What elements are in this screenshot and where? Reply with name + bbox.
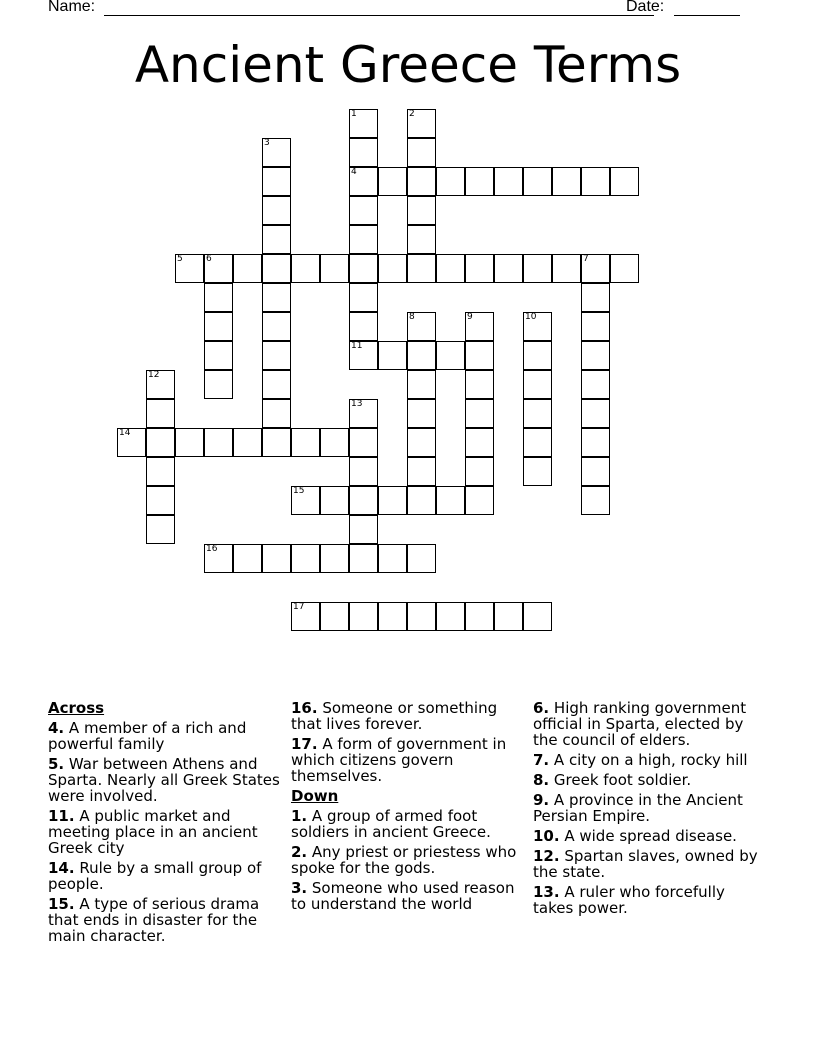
grid-cell[interactable] <box>465 312 494 341</box>
grid-cell[interactable] <box>581 167 610 196</box>
grid-cell[interactable] <box>320 428 349 457</box>
grid-cell[interactable] <box>204 254 233 283</box>
grid-cell[interactable] <box>436 341 465 370</box>
grid-cell[interactable] <box>204 341 233 370</box>
clue-text: Rule by a small group of people. <box>48 859 262 893</box>
clue-text: A province in the Ancient Persian Empire. <box>533 791 743 825</box>
grid-cell[interactable] <box>581 457 610 486</box>
grid-cell[interactable] <box>291 428 320 457</box>
grid-cell[interactable] <box>320 254 349 283</box>
grid-cell[interactable] <box>146 486 175 515</box>
grid-cell[interactable] <box>262 399 291 428</box>
grid-cell[interactable] <box>146 515 175 544</box>
grid-cell[interactable] <box>523 312 552 341</box>
grid-cell[interactable] <box>407 167 436 196</box>
clue-text: A wide spread disease. <box>559 827 737 845</box>
grid-cell[interactable] <box>523 254 552 283</box>
clue-number-label: 8. <box>533 771 550 789</box>
grid-cell[interactable] <box>523 341 552 370</box>
grid-cell[interactable] <box>320 544 349 573</box>
grid-cell[interactable] <box>523 428 552 457</box>
grid-cell[interactable] <box>465 341 494 370</box>
grid-cell[interactable] <box>523 602 552 631</box>
clue-number: 4 <box>351 167 357 177</box>
clue-column-3 <box>533 700 769 920</box>
grid-cell[interactable] <box>349 428 378 457</box>
grid-cell[interactable] <box>378 544 407 573</box>
clue-number: 14 <box>119 428 131 438</box>
grid-cell[interactable] <box>349 312 378 341</box>
grid-cell[interactable] <box>436 167 465 196</box>
clue-text: Spartan slaves, owned by the state. <box>533 847 758 881</box>
grid-cell[interactable] <box>465 428 494 457</box>
grid-cell[interactable] <box>552 167 581 196</box>
clue-number-label: 12. <box>533 847 560 865</box>
clue-item <box>533 792 769 824</box>
grid-cell[interactable] <box>465 602 494 631</box>
grid-cell[interactable] <box>407 457 436 486</box>
grid-cell[interactable] <box>262 428 291 457</box>
clue-text: A form of government in which citizens govern themselves. <box>291 735 507 785</box>
clue-number: 15 <box>293 486 305 496</box>
grid-cell[interactable] <box>204 544 233 573</box>
clue-number: 8 <box>409 312 415 322</box>
grid-cell[interactable] <box>552 254 581 283</box>
grid-cell[interactable] <box>349 283 378 312</box>
clue-number: 2 <box>409 109 415 119</box>
grid-cell[interactable] <box>262 341 291 370</box>
grid-cell[interactable] <box>407 225 436 254</box>
grid-cell[interactable] <box>175 254 204 283</box>
clue-number-label: 1. <box>291 807 308 825</box>
grid-cell[interactable] <box>204 283 233 312</box>
grid-cell[interactable] <box>494 254 523 283</box>
clue-section-heading: Across <box>48 699 105 717</box>
clue-number: 11 <box>351 341 363 351</box>
grid-cell[interactable] <box>407 254 436 283</box>
clue-number: 6 <box>206 254 212 264</box>
grid-cell[interactable] <box>349 254 378 283</box>
clue-number-label: 4. <box>48 719 65 737</box>
grid-cell[interactable] <box>204 370 233 399</box>
clue-text: Any priest or priestess who spoke for the gods. <box>291 843 517 877</box>
grid-cell[interactable] <box>436 254 465 283</box>
grid-cell[interactable] <box>349 602 378 631</box>
grid-cell[interactable] <box>262 544 291 573</box>
clue-number-label: 2. <box>291 843 308 861</box>
clue-item <box>48 756 284 804</box>
grid-cell[interactable] <box>407 544 436 573</box>
clue-text: High ranking government official in Sparta, elected by the council of elders. <box>533 699 747 749</box>
clue-item <box>48 808 284 856</box>
grid-cell[interactable] <box>349 515 378 544</box>
clue-number-label: 17. <box>291 735 318 753</box>
clue-text: War between Athens and Sparta. Nearly all Greek States were involved. <box>48 755 280 805</box>
grid-cell[interactable] <box>407 486 436 515</box>
grid-cell[interactable] <box>146 399 175 428</box>
grid-cell[interactable] <box>407 138 436 167</box>
grid-cell[interactable] <box>175 428 204 457</box>
grid-cell[interactable] <box>378 167 407 196</box>
grid-cell[interactable] <box>291 544 320 573</box>
grid-cell[interactable] <box>233 544 262 573</box>
clue-number-label: 14. <box>48 859 75 877</box>
clue-number-label: 3. <box>291 879 308 897</box>
grid-cell[interactable] <box>465 254 494 283</box>
grid-cell[interactable] <box>610 167 639 196</box>
grid-cell[interactable] <box>320 602 349 631</box>
clue-number: 3 <box>264 138 270 148</box>
grid-cell[interactable] <box>349 196 378 225</box>
clue-number-label: 9. <box>533 791 550 809</box>
clue-number-label: 10. <box>533 827 560 845</box>
grid-cell[interactable] <box>349 167 378 196</box>
page-title: Ancient Greece Terms <box>134 36 682 94</box>
grid-cell[interactable] <box>378 486 407 515</box>
grid-cell[interactable] <box>349 457 378 486</box>
grid-cell[interactable] <box>581 428 610 457</box>
clue-text: A city on a high, rocky hill <box>549 751 748 769</box>
grid-cell[interactable] <box>465 457 494 486</box>
clue-number-label: 7. <box>533 751 550 769</box>
clue-text: Someone or something that lives forever. <box>291 699 498 733</box>
grid-cell[interactable] <box>146 428 175 457</box>
clue-text: Someone who used reason to understand the world <box>291 879 515 913</box>
clue-number: 17 <box>293 602 305 612</box>
clue-section-heading: Down <box>291 787 339 805</box>
grid-cell[interactable] <box>349 138 378 167</box>
grid-cell[interactable] <box>407 370 436 399</box>
grid-cell[interactable] <box>262 225 291 254</box>
clue-number: 9 <box>467 312 473 322</box>
grid-cell[interactable] <box>378 602 407 631</box>
grid-cell[interactable] <box>349 225 378 254</box>
grid-cell[interactable] <box>494 167 523 196</box>
clue-text: A public market and meeting place in an ancient Greek city <box>48 807 258 857</box>
clue-number: 7 <box>583 254 589 264</box>
grid-cell[interactable] <box>465 399 494 428</box>
grid-cell[interactable] <box>523 370 552 399</box>
grid-cell[interactable] <box>407 399 436 428</box>
grid-cell[interactable] <box>291 486 320 515</box>
clue-number-label: 11. <box>48 807 75 825</box>
grid-cell[interactable] <box>465 486 494 515</box>
grid-cell[interactable] <box>465 167 494 196</box>
grid-cell[interactable] <box>407 196 436 225</box>
grid-cell[interactable] <box>465 370 494 399</box>
clue-item <box>533 752 769 768</box>
grid-cell[interactable] <box>320 486 349 515</box>
grid-cell[interactable] <box>262 283 291 312</box>
grid-cell[interactable] <box>349 486 378 515</box>
grid-cell[interactable] <box>407 602 436 631</box>
grid-cell[interactable] <box>262 312 291 341</box>
grid-cell[interactable] <box>349 399 378 428</box>
date-label: Date: <box>626 0 665 15</box>
grid-cell[interactable] <box>407 428 436 457</box>
grid-cell[interactable] <box>436 602 465 631</box>
grid-cell[interactable] <box>581 370 610 399</box>
grid-cell[interactable] <box>291 254 320 283</box>
clue-item <box>291 700 527 732</box>
clue-item <box>533 884 769 916</box>
grid-cell[interactable] <box>291 602 320 631</box>
grid-cell[interactable] <box>581 283 610 312</box>
grid-cell[interactable] <box>523 457 552 486</box>
clue-number: 10 <box>525 312 537 322</box>
grid-cell[interactable] <box>349 341 378 370</box>
clue-number: 13 <box>351 399 363 409</box>
grid-cell[interactable] <box>523 167 552 196</box>
clue-number: 1 <box>351 109 357 119</box>
grid-cell[interactable] <box>349 109 378 138</box>
grid-cell[interactable] <box>581 399 610 428</box>
grid-cell[interactable] <box>146 370 175 399</box>
grid-cell[interactable] <box>349 544 378 573</box>
grid-cell[interactable] <box>610 254 639 283</box>
clue-number: 12 <box>148 370 160 380</box>
grid-cell[interactable] <box>262 167 291 196</box>
clue-number: 16 <box>206 544 218 554</box>
grid-cell[interactable] <box>407 109 436 138</box>
grid-cell[interactable] <box>117 428 146 457</box>
clue-number-label: 5. <box>48 755 65 773</box>
clue-item <box>291 736 527 784</box>
grid-cell[interactable] <box>581 486 610 515</box>
grid-cell[interactable] <box>146 457 175 486</box>
grid-cell[interactable] <box>204 428 233 457</box>
grid-cell[interactable] <box>581 254 610 283</box>
grid-cell[interactable] <box>407 341 436 370</box>
grid-cell[interactable] <box>494 602 523 631</box>
clue-item <box>291 844 527 876</box>
clue-text: Greek foot soldier. <box>549 771 692 789</box>
clue-item <box>291 808 527 840</box>
clue-number: 5 <box>177 254 183 264</box>
clue-number-label: 15. <box>48 895 75 913</box>
grid-cell[interactable] <box>523 399 552 428</box>
clue-item <box>533 848 769 880</box>
name-label: Name: <box>48 0 96 15</box>
clue-text: A type of serious drama that ends in disaster for the main character. <box>48 895 260 945</box>
grid-cell[interactable] <box>233 428 262 457</box>
grid-cell[interactable] <box>262 370 291 399</box>
grid-cell[interactable] <box>262 138 291 167</box>
grid-cell[interactable] <box>262 196 291 225</box>
clue-column-2 <box>291 700 527 916</box>
clue-item <box>48 720 284 752</box>
grid-cell[interactable] <box>378 341 407 370</box>
clue-item <box>533 700 769 748</box>
clue-number-label: 16. <box>291 699 318 717</box>
grid-cell[interactable] <box>204 312 233 341</box>
grid-cell[interactable] <box>262 254 291 283</box>
clue-text: A group of armed foot soldiers in ancient Greece. <box>291 807 491 841</box>
clue-item <box>48 860 284 892</box>
grid-cell[interactable] <box>378 254 407 283</box>
grid-cell[interactable] <box>581 341 610 370</box>
clue-number-label: 6. <box>533 699 550 717</box>
clue-item <box>291 880 527 912</box>
clue-text: A member of a rich and powerful family <box>48 719 247 753</box>
grid-cell[interactable] <box>407 312 436 341</box>
clue-number-label: 13. <box>533 883 560 901</box>
grid-cell[interactable] <box>436 486 465 515</box>
clue-item <box>533 772 769 788</box>
clue-column-1 <box>48 700 284 948</box>
clue-item <box>533 828 769 844</box>
grid-cell[interactable] <box>581 312 610 341</box>
grid-cell[interactable] <box>233 254 262 283</box>
clue-text: A ruler who forcefully takes power. <box>533 883 725 917</box>
clue-item <box>48 896 284 944</box>
